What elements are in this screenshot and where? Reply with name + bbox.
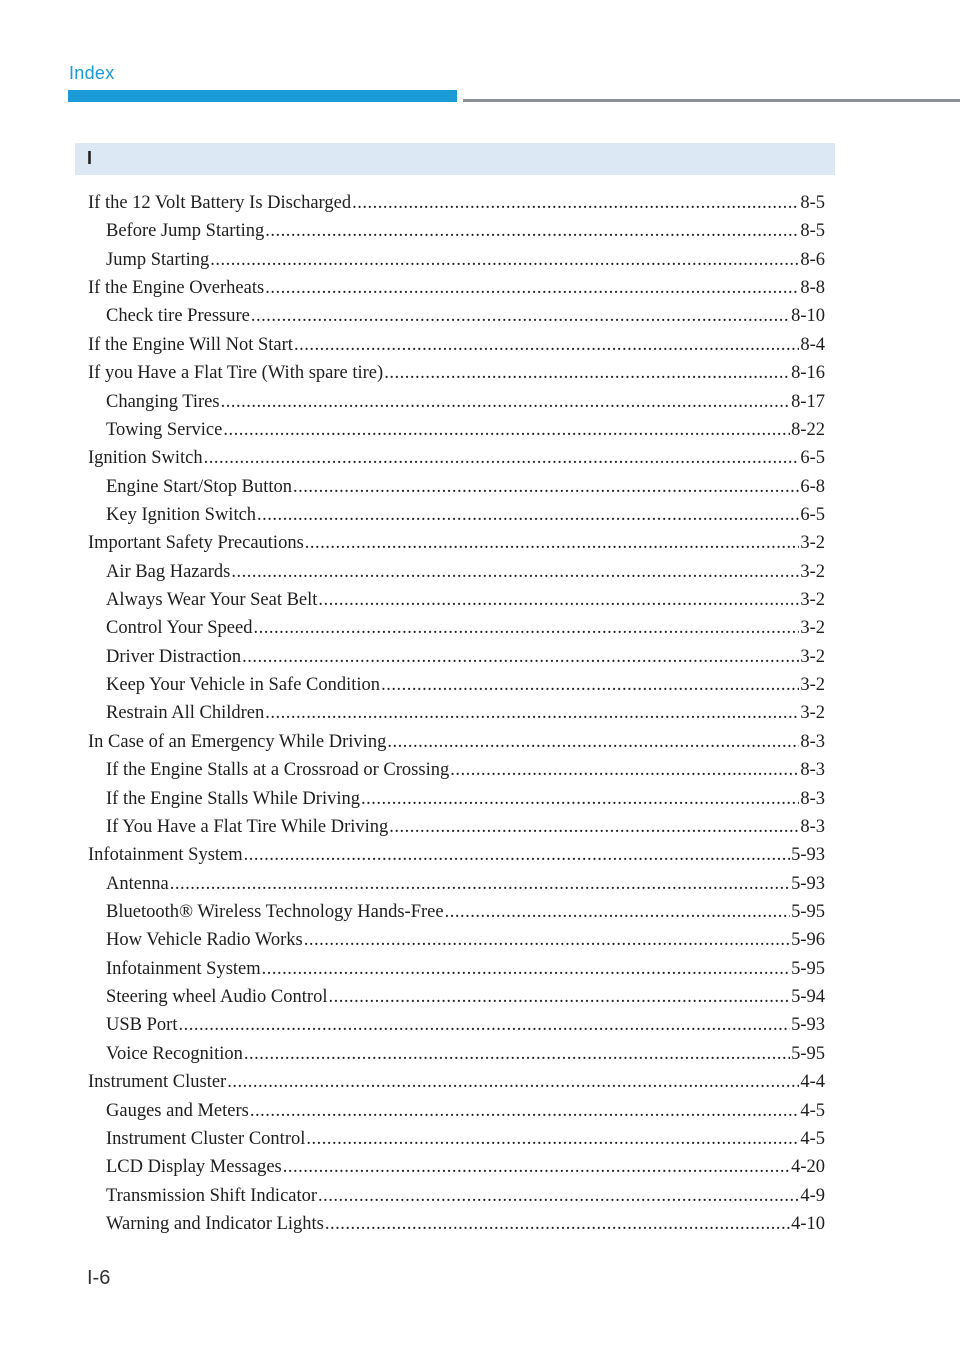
- dot-leader: [244, 841, 790, 869]
- entry-label: Driver Distraction: [106, 646, 242, 667]
- entry-page-ref: 8-3: [800, 816, 825, 837]
- index-subentry: [88, 671, 825, 699]
- entry-label: Always Wear Your Seat Belt: [106, 590, 318, 611]
- dot-leader: [178, 1011, 790, 1039]
- index-subentry: [88, 643, 825, 671]
- dot-leader: [227, 1068, 799, 1096]
- index-subentry: [88, 955, 825, 983]
- dot-leader: [293, 473, 799, 501]
- dot-leader: [253, 614, 799, 642]
- dot-leader: [304, 926, 790, 954]
- entry-page-ref: 3-2: [800, 618, 825, 639]
- dot-leader: [265, 699, 799, 727]
- entry-label: Important Safety Precautions: [88, 533, 304, 554]
- index-subentry: [88, 1182, 825, 1210]
- entry-page-ref: 8-8: [800, 278, 825, 299]
- index-subentry: [88, 898, 825, 926]
- entry-page-ref: 4-9: [800, 1185, 825, 1206]
- index-subentry: [88, 388, 825, 416]
- entry-label: Check tire Pressure: [106, 306, 250, 327]
- index-subentry: [88, 813, 825, 841]
- dot-leader: [361, 785, 799, 813]
- entry-label: Steering wheel Audio Control: [106, 987, 328, 1008]
- entry-page-ref: 3-2: [800, 646, 825, 667]
- header-rule: [463, 99, 960, 102]
- entry-label: If the Engine Overheats: [88, 278, 265, 299]
- index-subentry: [88, 1097, 825, 1125]
- index-subentry: [88, 558, 825, 586]
- entry-label: Keep Your Vehicle in Safe Condition: [106, 675, 381, 696]
- entry-page-ref: 4-10: [791, 1213, 825, 1234]
- entry-label: If you Have a Flat Tire (With spare tire): [88, 363, 384, 384]
- index-entry: [88, 331, 825, 359]
- header-accent-bar: [68, 90, 457, 102]
- index-subentry: [88, 1040, 825, 1068]
- index-entry: [88, 444, 825, 472]
- entry-label: Instrument Cluster Control: [106, 1128, 306, 1149]
- page-number: I-6: [87, 1267, 111, 1289]
- index-subentry: [88, 416, 825, 444]
- dot-leader: [210, 246, 799, 274]
- entry-label: How Vehicle Radio Works: [106, 930, 303, 951]
- entry-label: Changing Tires: [106, 391, 220, 412]
- entry-page-ref: 3-2: [800, 561, 825, 582]
- dot-leader: [389, 813, 799, 841]
- entry-page-ref: 6-5: [800, 504, 825, 525]
- dot-leader: [250, 1097, 800, 1125]
- entry-label: If You Have a Flat Tire While Driving: [106, 816, 389, 837]
- index-subentry: [88, 302, 825, 330]
- index-subentry: [88, 756, 825, 784]
- entry-page-ref: 3-2: [800, 590, 825, 611]
- entry-page-ref: 5-96: [791, 930, 825, 951]
- entry-page-ref: 5-93: [791, 845, 825, 866]
- dot-leader: [328, 983, 790, 1011]
- index-subentry: [88, 1210, 825, 1238]
- entry-label: Control Your Speed: [106, 618, 253, 639]
- index-subentry: [88, 1153, 825, 1181]
- dot-leader: [170, 870, 790, 898]
- index-entry: [88, 529, 825, 557]
- entry-label: If the 12 Volt Battery Is Discharged: [88, 193, 352, 213]
- entry-label: If the Engine Will Not Start: [88, 334, 293, 355]
- entry-page-ref: 8-4: [800, 334, 825, 355]
- section-header: [75, 143, 835, 175]
- entry-page-ref: 3-2: [800, 703, 825, 724]
- index-entry: [88, 274, 825, 302]
- entry-page-ref: 5-93: [791, 873, 825, 894]
- entry-label: Air Bag Hazards: [106, 561, 231, 582]
- dot-leader: [352, 189, 799, 217]
- index-subentry: [88, 983, 825, 1011]
- index-subentry: [88, 1125, 825, 1153]
- dot-leader: [242, 643, 799, 671]
- entry-page-ref: 6-8: [800, 476, 825, 497]
- entry-page-ref: 3-2: [800, 675, 825, 696]
- index-subentry: [88, 699, 825, 727]
- entry-page-ref: 8-3: [800, 760, 825, 781]
- index-subentry: [88, 614, 825, 642]
- entry-label: Voice Recognition: [106, 1043, 243, 1064]
- dot-leader: [325, 1210, 790, 1238]
- entry-page-ref: 5-95: [791, 1043, 825, 1064]
- index-entry: [88, 189, 825, 217]
- dot-leader: [384, 359, 790, 387]
- dot-leader: [450, 756, 799, 784]
- entry-label: Engine Start/Stop Button: [106, 476, 293, 497]
- dot-leader: [318, 586, 799, 614]
- dot-leader: [306, 1125, 799, 1153]
- dot-leader: [318, 1182, 799, 1210]
- entry-label: Warning and Indicator Lights: [106, 1213, 324, 1234]
- entry-page-ref: 4-4: [800, 1072, 825, 1093]
- entry-label: Ignition Switch: [88, 448, 203, 469]
- index-subentry: [88, 501, 825, 529]
- dot-leader: [244, 1040, 790, 1068]
- dot-leader: [381, 671, 799, 699]
- entry-page-ref: 5-95: [791, 958, 825, 979]
- entry-page-ref: 8-5: [800, 221, 825, 242]
- entry-label: Key Ignition Switch: [106, 504, 257, 525]
- dot-leader: [387, 728, 799, 756]
- index-subentry: [88, 926, 825, 954]
- entry-label: Transmission Shift Indicator: [106, 1185, 318, 1206]
- entry-label: Instrument Cluster: [88, 1072, 227, 1093]
- entry-page-ref: 8-3: [800, 731, 825, 752]
- running-header-title: Index: [69, 63, 115, 83]
- entry-label: USB Port: [106, 1015, 178, 1036]
- index-subentry: [88, 586, 825, 614]
- index-subentry: [88, 473, 825, 501]
- index-subentry: [88, 217, 825, 245]
- dot-leader: [265, 274, 799, 302]
- entry-label: Bluetooth® Wireless Technology Hands-Free: [106, 901, 444, 922]
- dot-leader: [223, 416, 790, 444]
- index-entry: [88, 841, 825, 869]
- dot-leader: [305, 529, 800, 557]
- entry-label: Restrain All Children: [106, 703, 265, 724]
- index-entry: [88, 728, 825, 756]
- entry-label: If the Engine Stalls at a Crossroad or Crossing: [106, 760, 450, 781]
- dot-leader: [283, 1153, 790, 1181]
- entry-label: LCD Display Messages: [106, 1157, 282, 1178]
- dot-leader: [221, 388, 790, 416]
- index-entry-list: [88, 189, 825, 1238]
- entry-page-ref: 3-2: [800, 533, 825, 554]
- entry-page-ref: 8-17: [791, 391, 825, 412]
- entry-label: Antenna: [106, 873, 169, 894]
- entry-label: If the Engine Stalls While Driving: [106, 788, 360, 809]
- entry-page-ref: 8-5: [800, 193, 825, 213]
- entry-page-ref: 4-5: [800, 1100, 825, 1121]
- dot-leader: [262, 955, 790, 983]
- entry-page-ref: 6-5: [800, 448, 825, 469]
- entry-page-ref: 8-10: [791, 306, 825, 327]
- entry-page-ref: 5-93: [791, 1015, 825, 1036]
- entry-page-ref: 4-5: [800, 1128, 825, 1149]
- entry-label: Jump Starting: [106, 249, 210, 270]
- dot-leader: [231, 558, 799, 586]
- dot-leader: [204, 444, 800, 472]
- entry-page-ref: 4-20: [791, 1157, 825, 1178]
- index-entry: [88, 1068, 825, 1096]
- entry-page-ref: 8-16: [791, 363, 825, 384]
- entry-page-ref: 8-3: [800, 788, 825, 809]
- entry-label: Infotainment System: [106, 958, 261, 979]
- index-subentry: [88, 246, 825, 274]
- dot-leader: [294, 331, 799, 359]
- entry-page-ref: 5-95: [791, 901, 825, 922]
- entry-label: Towing Service: [106, 419, 223, 440]
- dot-leader: [251, 302, 790, 330]
- dot-leader: [257, 501, 799, 529]
- dot-leader: [265, 217, 799, 245]
- index-subentry: [88, 1011, 825, 1039]
- entry-page-ref: 8-22: [791, 419, 825, 440]
- entry-page-ref: 5-94: [791, 987, 825, 1008]
- entry-label: Gauges and Meters: [106, 1100, 249, 1121]
- section-letter: I: [87, 148, 93, 168]
- entry-page-ref: 8-6: [800, 249, 825, 270]
- index-subentry: [88, 870, 825, 898]
- index-entry: [88, 359, 825, 387]
- dot-leader: [445, 898, 790, 926]
- entry-label: In Case of an Emergency While Driving: [88, 731, 387, 752]
- entry-label: Before Jump Starting: [106, 221, 265, 242]
- index-subentry: [88, 785, 825, 813]
- entry-label: Infotainment System: [88, 845, 243, 866]
